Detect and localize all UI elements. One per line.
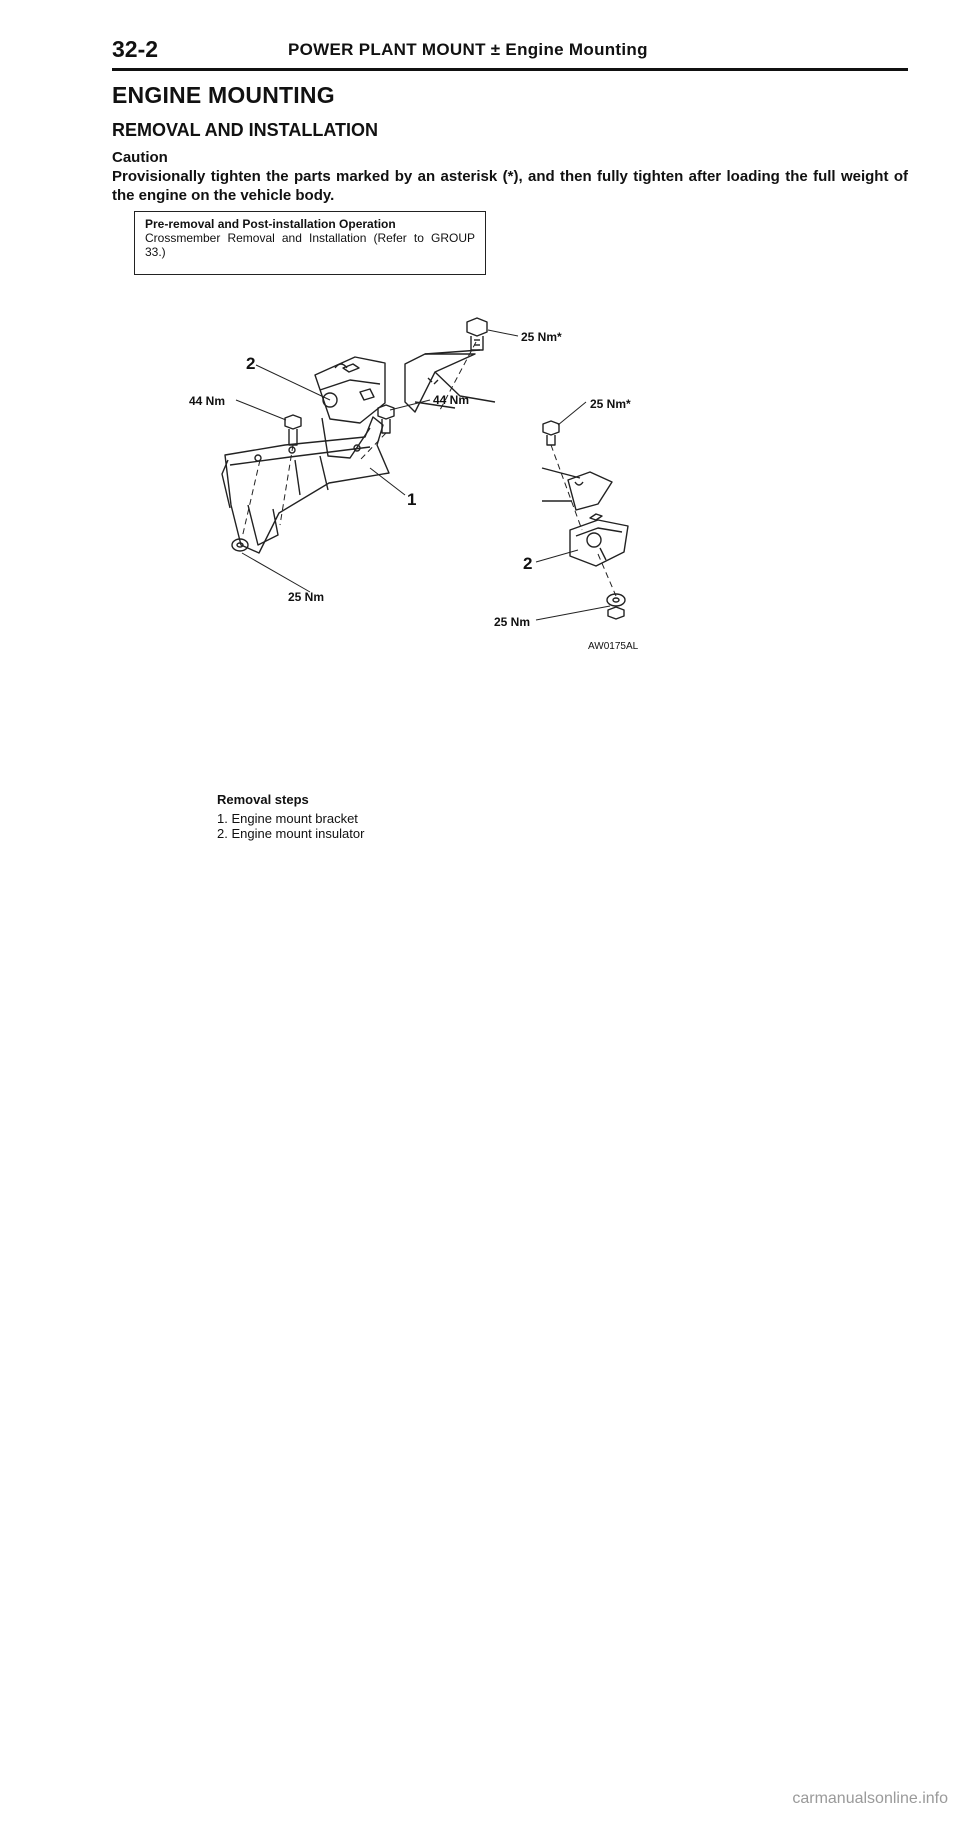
engine-mount-bracket-part <box>222 417 389 553</box>
header-title: POWER PLANT MOUNT ± Engine Mounting <box>288 40 648 59</box>
header-rule <box>112 68 908 71</box>
watermark: carmanualsonline.info <box>792 1790 948 1807</box>
removal-steps-title: Removal steps <box>217 792 309 807</box>
section-heading: ENGINE MOUNTING <box>112 82 335 108</box>
torque-label-mid: 44 Nm <box>433 393 470 407</box>
torque-label-bottom-right: 25 Nm <box>494 615 531 629</box>
caution-text: Provisionally tighten the parts marked by an asterisk (*), and then fully tighten after loading the full weight of the engine on the vehicle body. <box>112 168 908 204</box>
note-box <box>134 211 486 275</box>
torque-label-left: 44 Nm <box>189 394 226 408</box>
removal-steps <box>217 792 364 841</box>
note-title: Pre-removal and Post-installation Operation <box>145 217 396 231</box>
callout-2-right: 2 <box>523 554 533 573</box>
caution-title: Caution <box>112 149 168 166</box>
insulator-left-part <box>315 357 385 458</box>
torque-label-right-top: 25 Nm* <box>590 397 631 411</box>
callout-2-left: 2 <box>246 354 256 373</box>
removal-step-item: 1. Engine mount bracket <box>217 811 358 826</box>
top-bolt-part <box>467 318 487 350</box>
page-header <box>112 36 908 68</box>
left-bolt-part <box>285 415 301 445</box>
figure-code: AW0175AL <box>588 641 639 652</box>
torque-label-top: 25 Nm* <box>521 330 562 344</box>
assembly-lines <box>242 342 616 596</box>
section-subheading: REMOVAL AND INSTALLATION <box>112 120 378 140</box>
right-bolt-part <box>543 421 559 445</box>
engine-mount-diagram <box>180 300 780 760</box>
page-number: 32-2 <box>112 36 159 62</box>
torque-label-bottom-left: 25 Nm <box>288 590 325 604</box>
note-body: Crossmember Removal and Installation (Refer to GROUP 33.) <box>145 231 475 259</box>
callout-1: 1 <box>407 490 417 509</box>
removal-step-item: 2. Engine mount insulator <box>217 826 365 841</box>
right-bracket-part <box>542 468 612 510</box>
leader-lines <box>236 330 610 620</box>
